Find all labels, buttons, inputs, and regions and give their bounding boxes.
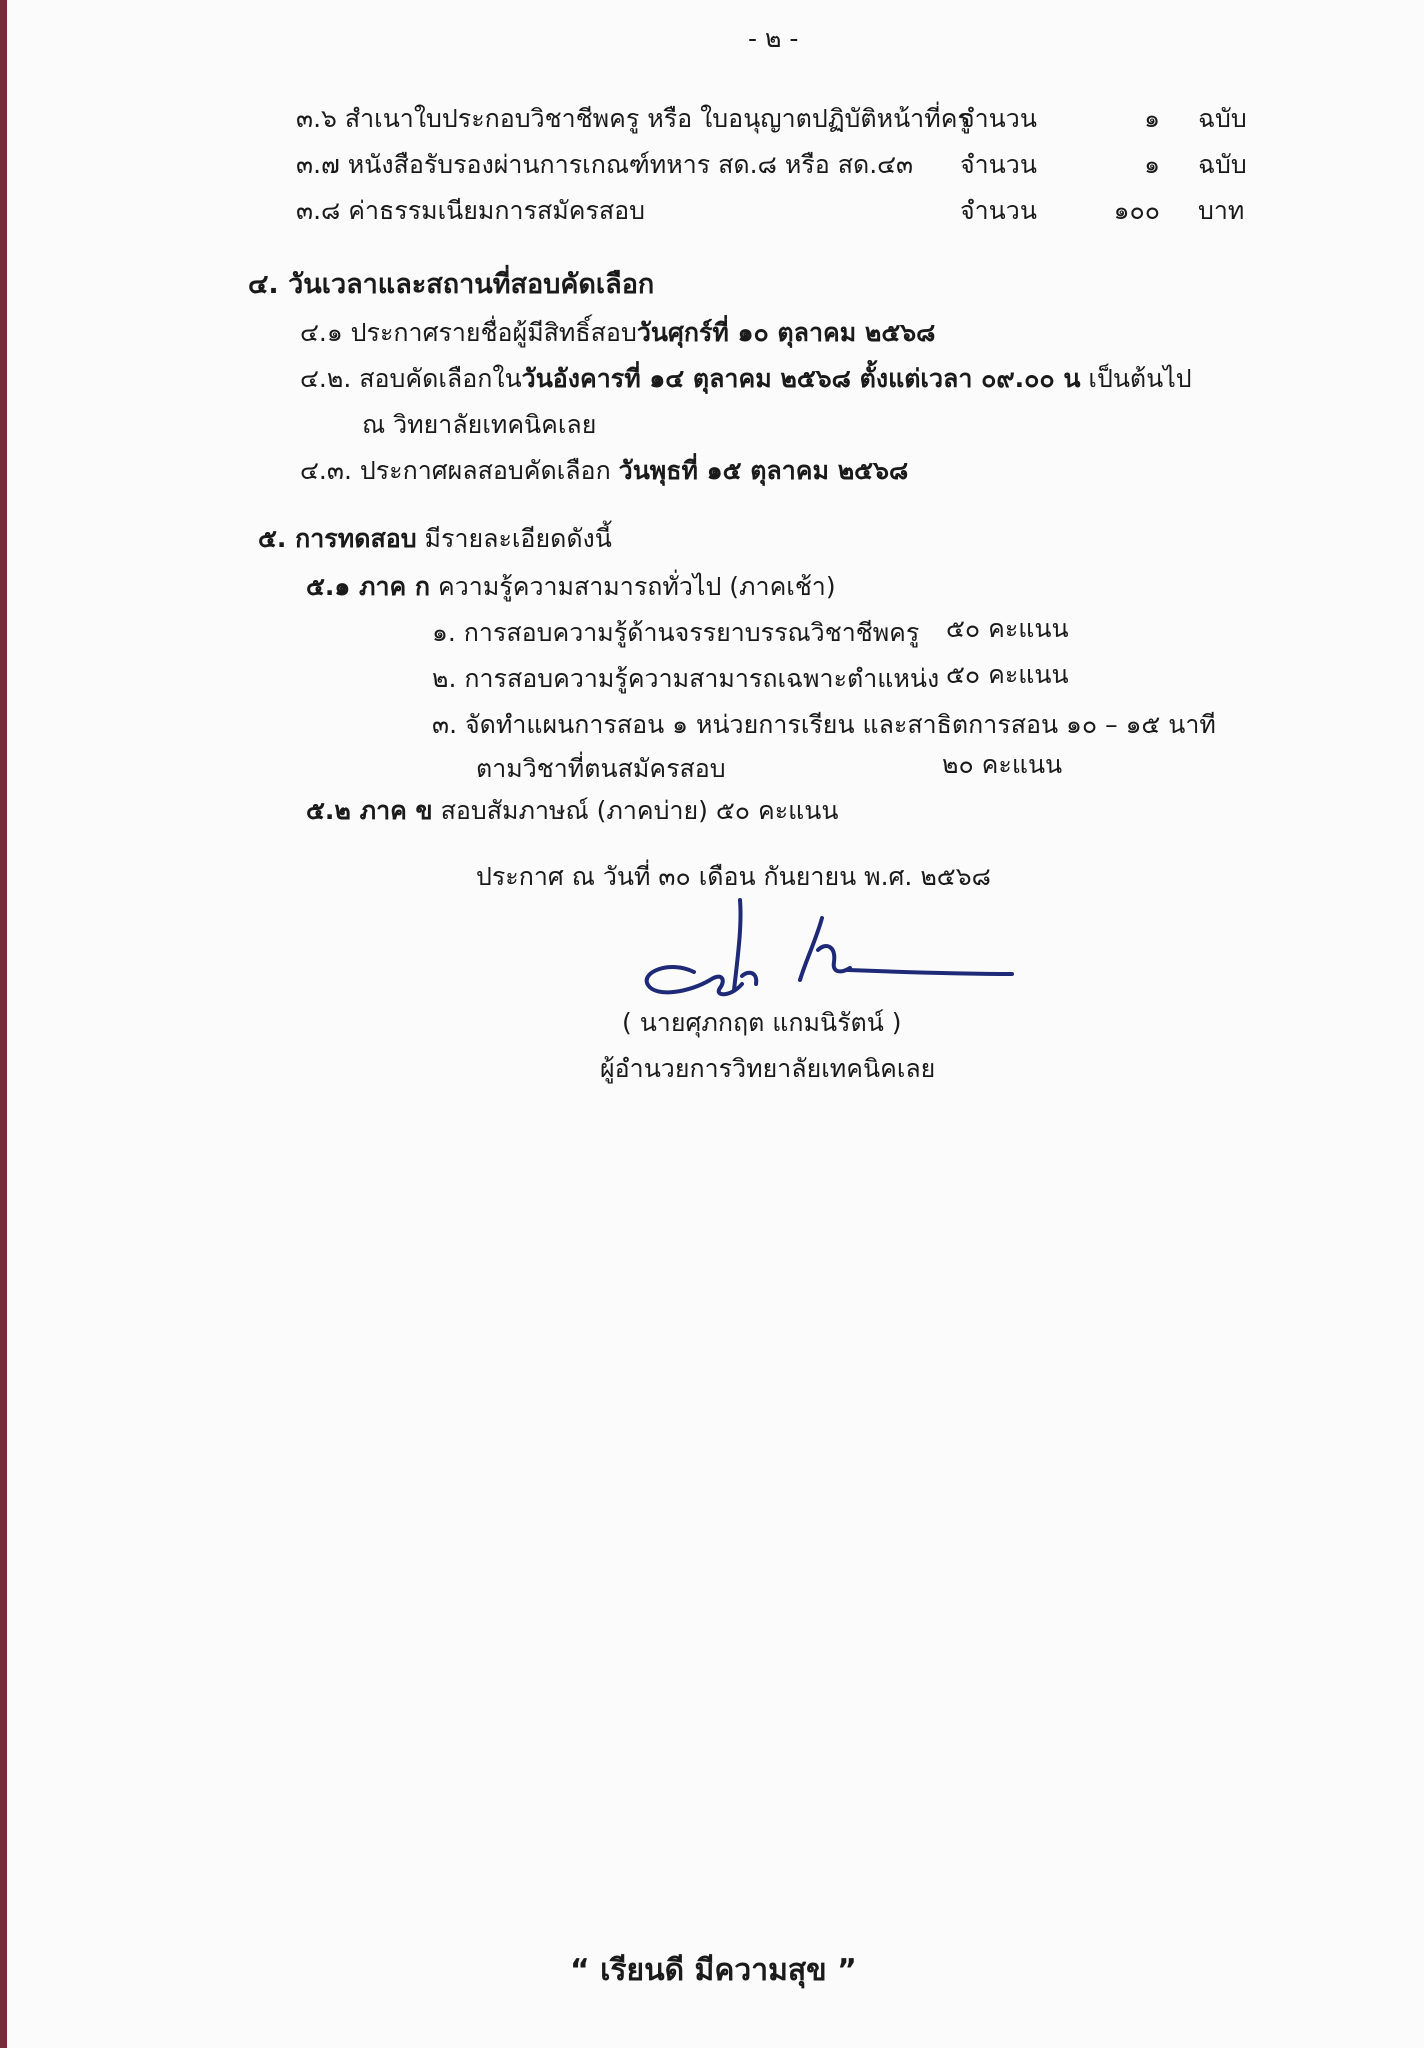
item-3-6-qty-label: จำนวน: [960, 104, 1037, 133]
item-4-1-prefix: ๔.๑ ประกาศรายชื่อผู้มีสิทธิ์สอบ: [300, 318, 637, 347]
part-a-item-1-score: ๕๐ คะแนน: [946, 614, 1069, 643]
signatory-title: ผู้อำนวยการวิทยาลัยเทคนิคเลย: [600, 1054, 936, 1083]
section-5-heading: [258, 522, 612, 556]
item-3-8-qty: ๑๐๐: [1113, 196, 1160, 225]
part-a-title: ๕.๑ ภาค ก: [306, 572, 431, 601]
item-3-8-qty-label: จำนวน: [960, 196, 1037, 225]
item-4-3-prefix: ๔.๓. ประกาศผลสอบคัดเลือก: [300, 456, 619, 485]
item-4-2-prefix: ๔.๒. สอบคัดเลือกใน: [300, 364, 522, 393]
item-3-8-unit: บาท: [1198, 196, 1245, 225]
item-3-7-label: ๓.๗ หนังสือรับรองผ่านการเกณฑ์ทหาร สด.๘ หรือ สด.๔๓: [296, 150, 914, 179]
section-4-heading: ๔. วันเวลาและสถานที่สอบคัดเลือก: [248, 269, 655, 300]
item-3-6-qty: ๑: [1144, 104, 1160, 133]
item-4-1-date: วันศุกร์ที่ ๑๐ ตุลาคม ๒๕๖๘: [636, 318, 936, 347]
item-3-8-label: ๓.๘ ค่าธรรมเนียมการสมัครสอบ: [296, 196, 646, 225]
part-a-desc: ความรู้ความสามารถทั่วไป (ภาคเช้า): [430, 572, 836, 601]
section-5-desc: มีรายละเอียดดังนี้: [416, 524, 612, 553]
item-4-2: [300, 362, 1192, 396]
part-a-item-3-line2: ตามวิชาที่ตนสมัครสอบ: [476, 754, 726, 783]
item-3-6-unit: ฉบับ: [1198, 104, 1247, 133]
item-3-7-qty: ๑: [1144, 150, 1160, 179]
part-b-desc: สอบสัมภาษณ์ (ภาคบ่าย) ๕๐ คะแนน: [432, 796, 839, 825]
part-a-item-1: ๑. การสอบความรู้ด้านจรรยาบรรณวิชาชีพครู: [432, 618, 920, 647]
item-4-3: [300, 454, 908, 488]
item-4-2-date: วันอังคารที่ ๑๔ ตุลาคม ๒๕๖๘ ตั้งแต่เวลา ๐๙.๐๐ น: [521, 364, 1081, 393]
section-5-title: ๕. การทดสอบ: [258, 524, 417, 553]
part-b-title: ๕.๒ ภาค ข: [306, 796, 433, 825]
item-3-6-label: ๓.๖ สำเนาใบประกอบวิชาชีพครู หรือ ใบอนุญาตปฏิบัติหน้าที่ครู: [296, 104, 971, 133]
announce-date: ประกาศ ณ วันที่ ๓๐ เดือน กันยายน พ.ศ. ๒๕๖๘: [476, 862, 991, 891]
footer-motto: “ เรียนดี มีความสุข ”: [570, 1953, 857, 1988]
item-4-1: [300, 316, 935, 350]
signatory-name: ( นายศุภกฤต แกมนิรัตน์ ): [622, 1008, 902, 1037]
item-4-2-suffix: เป็นต้นไป: [1080, 364, 1192, 393]
signature-image: [630, 880, 1030, 1010]
part-b-heading: [306, 794, 838, 828]
page-edge: [0, 0, 7, 2048]
part-a-item-2: ๒. การสอบความรู้ความสามารถเฉพาะตำแหน่ง: [432, 664, 940, 693]
item-3-7-qty-label: จำนวน: [960, 150, 1037, 179]
item-3-7-unit: ฉบับ: [1198, 150, 1247, 179]
part-a-item-3: ๓. จัดทำแผนการสอน ๑ หน่วยการเรียน และสาธิตการสอน ๑๐ – ๑๕ นาที: [432, 710, 1216, 739]
part-a-heading: [306, 570, 836, 604]
item-4-2-venue: ณ วิทยาลัยเทคนิคเลย: [362, 410, 597, 439]
page-number: - ๒ -: [748, 24, 799, 53]
part-a-item-2-score: ๕๐ คะแนน: [946, 660, 1069, 689]
part-a-item-3-score: ๒๐ คะแนน: [942, 750, 1063, 779]
item-4-3-date: วันพุธที่ ๑๕ ตุลาคม ๒๕๖๘: [618, 456, 909, 485]
